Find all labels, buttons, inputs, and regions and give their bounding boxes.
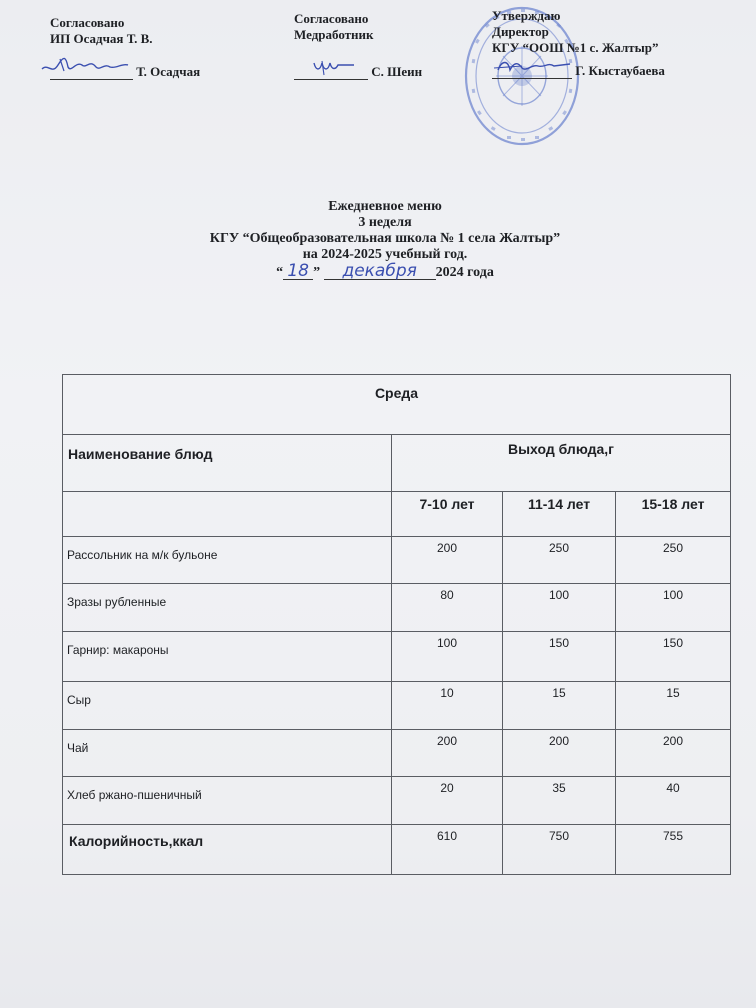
age-header: 15-18 лет <box>616 492 731 537</box>
signature-row <box>492 60 665 79</box>
yield-value: 15 <box>503 682 616 730</box>
title-date <box>0 263 756 281</box>
table-row-ages <box>63 492 731 537</box>
table-row <box>63 537 731 584</box>
empty-cell <box>63 492 392 537</box>
approval-organization: КГУ “ООШ №1 с. Жалтыр” <box>492 40 659 55</box>
table-row <box>63 682 731 730</box>
yield-value: 150 <box>503 632 616 682</box>
yield-value: 15 <box>616 682 731 730</box>
yield-value: 150 <box>616 632 731 682</box>
signer-name: Т. Осадчая <box>136 64 201 79</box>
date-quote-open: “ <box>276 265 284 280</box>
yield-value: 80 <box>392 584 503 632</box>
yield-value: 200 <box>616 730 731 777</box>
date-month-handwritten: декабря <box>324 263 436 280</box>
yield-value: 100 <box>392 632 503 682</box>
dish-name: Зразы рубленные <box>63 584 392 632</box>
column-header-dish: Наименование блюд <box>63 435 392 492</box>
signer-name: Г. Кыстаубаева <box>575 63 665 78</box>
age-header: 7-10 лет <box>392 492 503 537</box>
title-week: 3 неделя <box>358 215 412 230</box>
approval-heading: Согласовано <box>294 11 369 26</box>
calorie-value: 755 <box>616 825 731 875</box>
table-row <box>63 584 731 632</box>
date-day-handwritten: 18 <box>283 263 313 280</box>
document-title-block <box>0 199 756 281</box>
approval-role: Медработник <box>294 27 374 42</box>
dish-name: Рассольник на м/к бульоне <box>63 537 392 584</box>
approval-block-owner <box>50 15 200 80</box>
yield-value: 200 <box>503 730 616 777</box>
signature-line <box>492 60 572 79</box>
table-row-day <box>63 375 731 435</box>
approval-block-medic <box>294 11 422 80</box>
handwritten-signature-medic <box>294 55 368 79</box>
menu-table <box>62 374 731 875</box>
table-row-calories <box>63 825 731 875</box>
age-header: 11-14 лет <box>503 492 616 537</box>
date-year: 2024 года <box>435 265 494 280</box>
yield-value: 100 <box>503 584 616 632</box>
approval-role: ИП Осадчая Т. В. <box>50 31 153 46</box>
day-cell: Среда <box>63 375 731 435</box>
approval-heading: Утверждаю <box>492 8 561 23</box>
table-row <box>63 730 731 777</box>
title-school: КГУ “Общеобразовательная школа № 1 села Жалтыр” <box>209 231 561 246</box>
table-row <box>63 777 731 825</box>
column-header-yield: Выход блюда,г <box>392 435 731 492</box>
signature-line <box>50 61 133 80</box>
dish-name: Сыр <box>63 682 392 730</box>
yield-value: 100 <box>616 584 731 632</box>
approval-role: Директор <box>492 24 549 39</box>
approval-heading: Согласовано <box>50 15 125 30</box>
calorie-value: 750 <box>503 825 616 875</box>
title-year: на 2024-2025 учебный год. <box>302 247 468 262</box>
title-menu: Ежедневное меню <box>328 199 442 214</box>
yield-value: 40 <box>616 777 731 825</box>
yield-value: 200 <box>392 730 503 777</box>
calorie-value: 610 <box>392 825 503 875</box>
yield-value: 250 <box>616 537 731 584</box>
approval-block-director <box>492 8 665 79</box>
handwritten-signature-owner <box>38 53 130 79</box>
table-row-header <box>63 435 731 492</box>
handwritten-signature-director <box>492 56 572 78</box>
calorie-label: Калорийность,ккал <box>63 825 392 875</box>
dish-name: Хлеб ржано-пшеничный <box>63 777 392 825</box>
dish-name: Чай <box>63 730 392 777</box>
yield-value: 35 <box>503 777 616 825</box>
yield-value: 20 <box>392 777 503 825</box>
dish-name: Гарнир: макароны <box>63 632 392 682</box>
signer-name: С. Шеин <box>371 64 423 79</box>
yield-value: 10 <box>392 682 503 730</box>
yield-value: 250 <box>503 537 616 584</box>
table-row <box>63 632 731 682</box>
yield-value: 200 <box>392 537 503 584</box>
signature-row <box>50 61 200 80</box>
signature-line <box>294 61 368 80</box>
signature-row <box>294 61 422 80</box>
date-quote-close: ” <box>313 265 321 280</box>
